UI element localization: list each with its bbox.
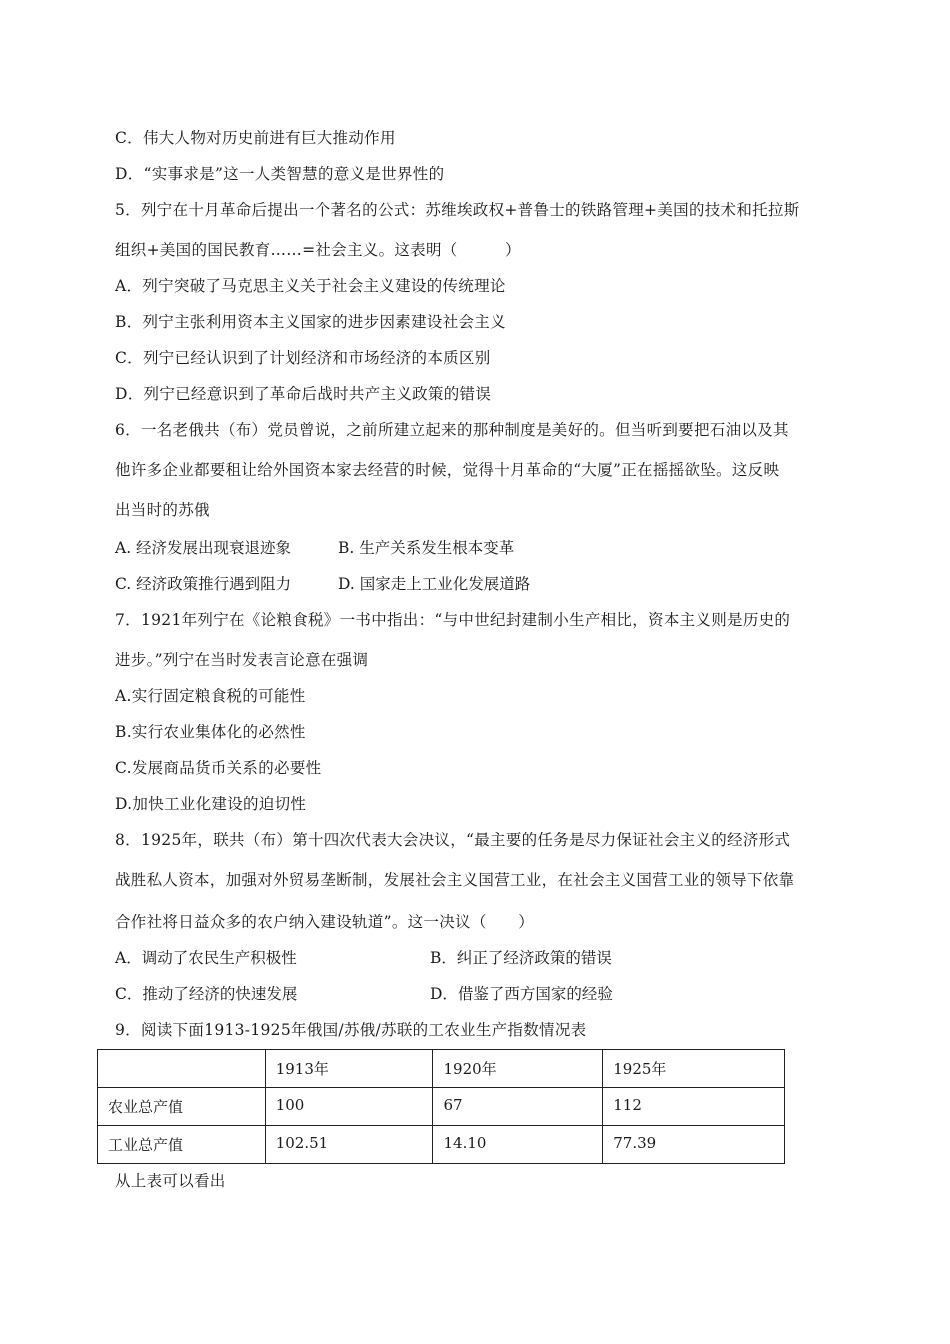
q7-option-a: A.实行固定粮食税的可能性 bbox=[115, 687, 306, 705]
q8-stem-line1: 8．1925年，联共（布）第十四次代表大会决议，“最主要的任务是尽力保证社会主义的经济形式 bbox=[115, 831, 791, 849]
q6-stem-line1: 6．一名老俄共（布）党员曾说，之前所建立起来的那种制度是美好的。但当听到要把石油以及其 bbox=[115, 421, 789, 439]
q4-option-c: C．伟大人物对历史前进有巨大推动作用 bbox=[115, 129, 396, 147]
q6-option-c: C. 经济政策推行遇到阻力 bbox=[115, 575, 292, 593]
q5-stem-line2: 组织+美国的国民教育……=社会主义。这表明（ ） bbox=[115, 241, 521, 259]
production-index-table bbox=[97, 1049, 785, 1164]
table-cell: 14.10 bbox=[433, 1126, 603, 1164]
table-header-row bbox=[98, 1050, 785, 1088]
table-cell: 77.39 bbox=[603, 1126, 785, 1164]
table-cell: 100 bbox=[265, 1088, 433, 1126]
q8-option-b: B．纠正了经济政策的错误 bbox=[430, 949, 612, 967]
q7-option-c: C.发展商品货币关系的必要性 bbox=[115, 759, 322, 777]
table-row bbox=[98, 1126, 785, 1164]
q7-stem-line2: 进步。”列宁在当时发表言论意在强调 bbox=[115, 651, 369, 669]
q7-option-d: D.加快工业化建设的迫切性 bbox=[115, 795, 307, 813]
table-header-cell bbox=[98, 1050, 266, 1088]
q6-option-a: A. 经济发展出现衰退迹象 bbox=[115, 539, 292, 557]
q5-option-c: C．列宁已经认识到了计划经济和市场经济的本质区别 bbox=[115, 349, 491, 367]
q8-stem-line3: 合作社将日益众多的农户纳入建设轨道”。这一决议（ ） bbox=[115, 913, 535, 931]
q6-stem-line2: 他许多企业都要租让给外国资本家去经营的时候，觉得十月革命的“大厦”正在摇摇欲坠。这反映 bbox=[115, 461, 780, 479]
q5-stem-line1: 5．列宁在十月革命后提出一个著名的公式：苏维埃政权+普鲁士的铁路管理+美国的技术和托拉斯 bbox=[115, 201, 800, 219]
q5-option-b: B．列宁主张利用资本主义国家的进步因素建设社会主义 bbox=[115, 313, 506, 331]
q7-stem-line1: 7．1921年列宁在《论粮食税》一书中指出：“与中世纪封建制小生产相比，资本主义则是历史的 bbox=[115, 611, 791, 629]
q7-option-b: B.实行农业集体化的必然性 bbox=[115, 723, 306, 741]
q9-after-table: 从上表可以看出 bbox=[115, 1172, 226, 1190]
table-row-label: 工业总产值 bbox=[98, 1126, 266, 1164]
table-cell: 67 bbox=[433, 1088, 603, 1126]
q8-option-c: C．推动了经济的快速发展 bbox=[115, 985, 298, 1003]
q8-stem-line2: 战胜私人资本，加强对外贸易垄断制，发展社会主义国营工业，在社会主义国营工业的领导下依靠 bbox=[115, 871, 795, 889]
table-row-label: 农业总产值 bbox=[98, 1088, 266, 1126]
table-header-cell: 1920年 bbox=[433, 1050, 603, 1088]
table-header-cell: 1913年 bbox=[265, 1050, 433, 1088]
q5-option-a: A．列宁突破了马克思主义关于社会主义建设的传统理论 bbox=[115, 277, 506, 295]
q6-stem-line3: 出当时的苏俄 bbox=[115, 501, 210, 519]
table-cell: 102.51 bbox=[265, 1126, 433, 1164]
q9-stem: 9．阅读下面1913-1925年俄国/苏俄/苏联的工农业生产指数情况表 bbox=[115, 1021, 587, 1039]
table-header-cell: 1925年 bbox=[603, 1050, 785, 1088]
table-cell: 112 bbox=[603, 1088, 785, 1126]
q8-option-d: D．借鉴了西方国家的经验 bbox=[430, 985, 613, 1003]
q6-option-b: B. 生产关系发生根本变革 bbox=[338, 539, 515, 557]
q8-option-a: A．调动了农民生产积极性 bbox=[115, 949, 297, 967]
q6-option-d: D. 国家走上工业化发展道路 bbox=[338, 575, 531, 593]
table-row bbox=[98, 1088, 785, 1126]
q4-option-d: D．“实事求是”这一人类智慧的意义是世界性的 bbox=[115, 165, 445, 183]
q5-option-d: D．列宁已经意识到了革命后战时共产主义政策的错误 bbox=[115, 385, 492, 403]
